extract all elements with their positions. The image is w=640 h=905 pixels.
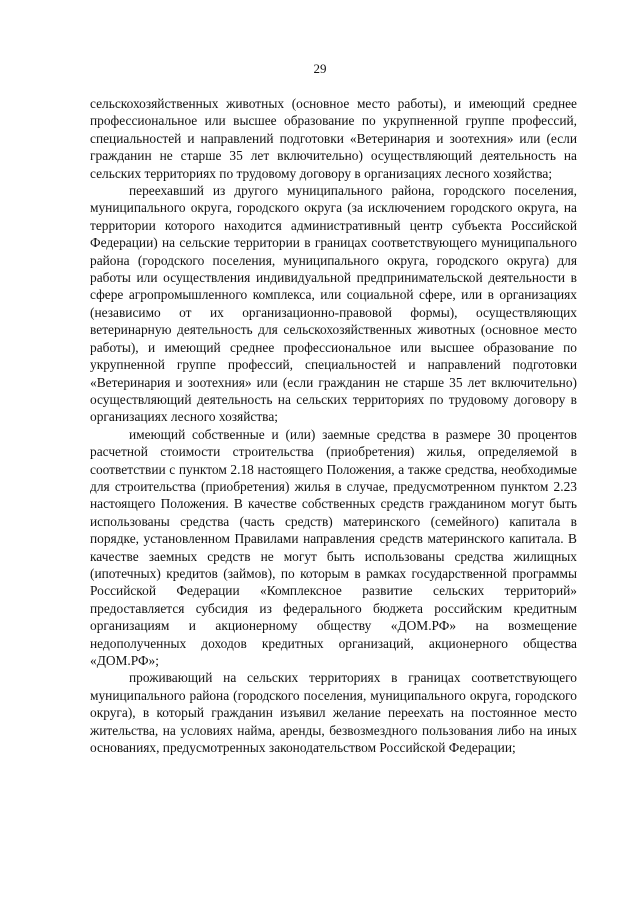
paragraph-own-funds: имеющий собственные и (или) заемные средства в размере 30 процентов расчетной стоимости строительства (приобретения) жилья, определяемой в соответствии с пунктом 2.18 настоящего Положения, а также средства, необходимые для строительства (приобретения) жилья в случае, предусмотренном пунктом 2.23 настоящего Положения. В качестве собственных средств гражданином могут быть использованы средства (часть средств) материнского (семейного) капитала в порядке, установленном Правилами направления средств материнского капитала. В качестве заемных средств не могут быть использованы средства жилищных (ипотечных) кредитов (займов), по которым в рамках государственной программы Российской Федерации «Комплексное развитие сельских территорий» предоставляется субсидия из федерального бюджета российским кредитным организациям и акционерному обществу «ДОМ.РФ» на возмещение недополученных доходов кредитных организаций, акционерного общества «ДОМ.РФ»; bbox=[90, 426, 577, 668]
page-number: 29 bbox=[313, 61, 327, 76]
document-body bbox=[90, 95, 577, 756]
paragraph-residing-citizen: проживающий на сельских территориях в границах соответствующего муниципального района (городского поселения, муниципального округа, городского округа), в который гражданин изъявил желание переехать на постоянное место жительства, на условиях найма, аренды, безвозмездного пользования либо на иных основаниях, предусмотренных законодательством Российской Федерации; bbox=[90, 670, 577, 756]
paragraph-continuation: сельскохозяйственных животных (основное место работы), и имеющий среднее профессиональное или высшее образование по укрупненной группе профессий, специальностей и направлений подготовки «Ветеринария и зоотехния» или (если гражданин не старше 35 лет включительно) осуществляющий деятельность на сельских территориях по трудовому договору в организациях лесного хозяйства; bbox=[90, 96, 577, 181]
paragraph-relocated-citizen: переехавший из другого муниципального района, городского поселения, муниципального округа, городского округа (за исключением городского округа, на территории которого находится административный центр субъекта Российской Федерации) на сельские территории в границах соответствующего муниципального района (городского поселения, муниципального округа, городского округа) для работы или осуществления индивидуальной предпринимательской деятельности в сфере агропромышленного комплекса, или социальной сфере, или в организациях (независимо от их организационно-правовой формы), осуществляющих ветеринарную деятельность для сельскохозяйственных животных (основное место работы), и имеющий среднее профессиональное или высшее образование по укрупненной группе профессий, специальностей и направлений подготовки «Ветеринария и зоотехния» или (если гражданин не старше 35 лет включительно) осуществляющий деятельность на сельских территориях по трудовому договору в организациях лесного хозяйства; bbox=[90, 183, 577, 425]
